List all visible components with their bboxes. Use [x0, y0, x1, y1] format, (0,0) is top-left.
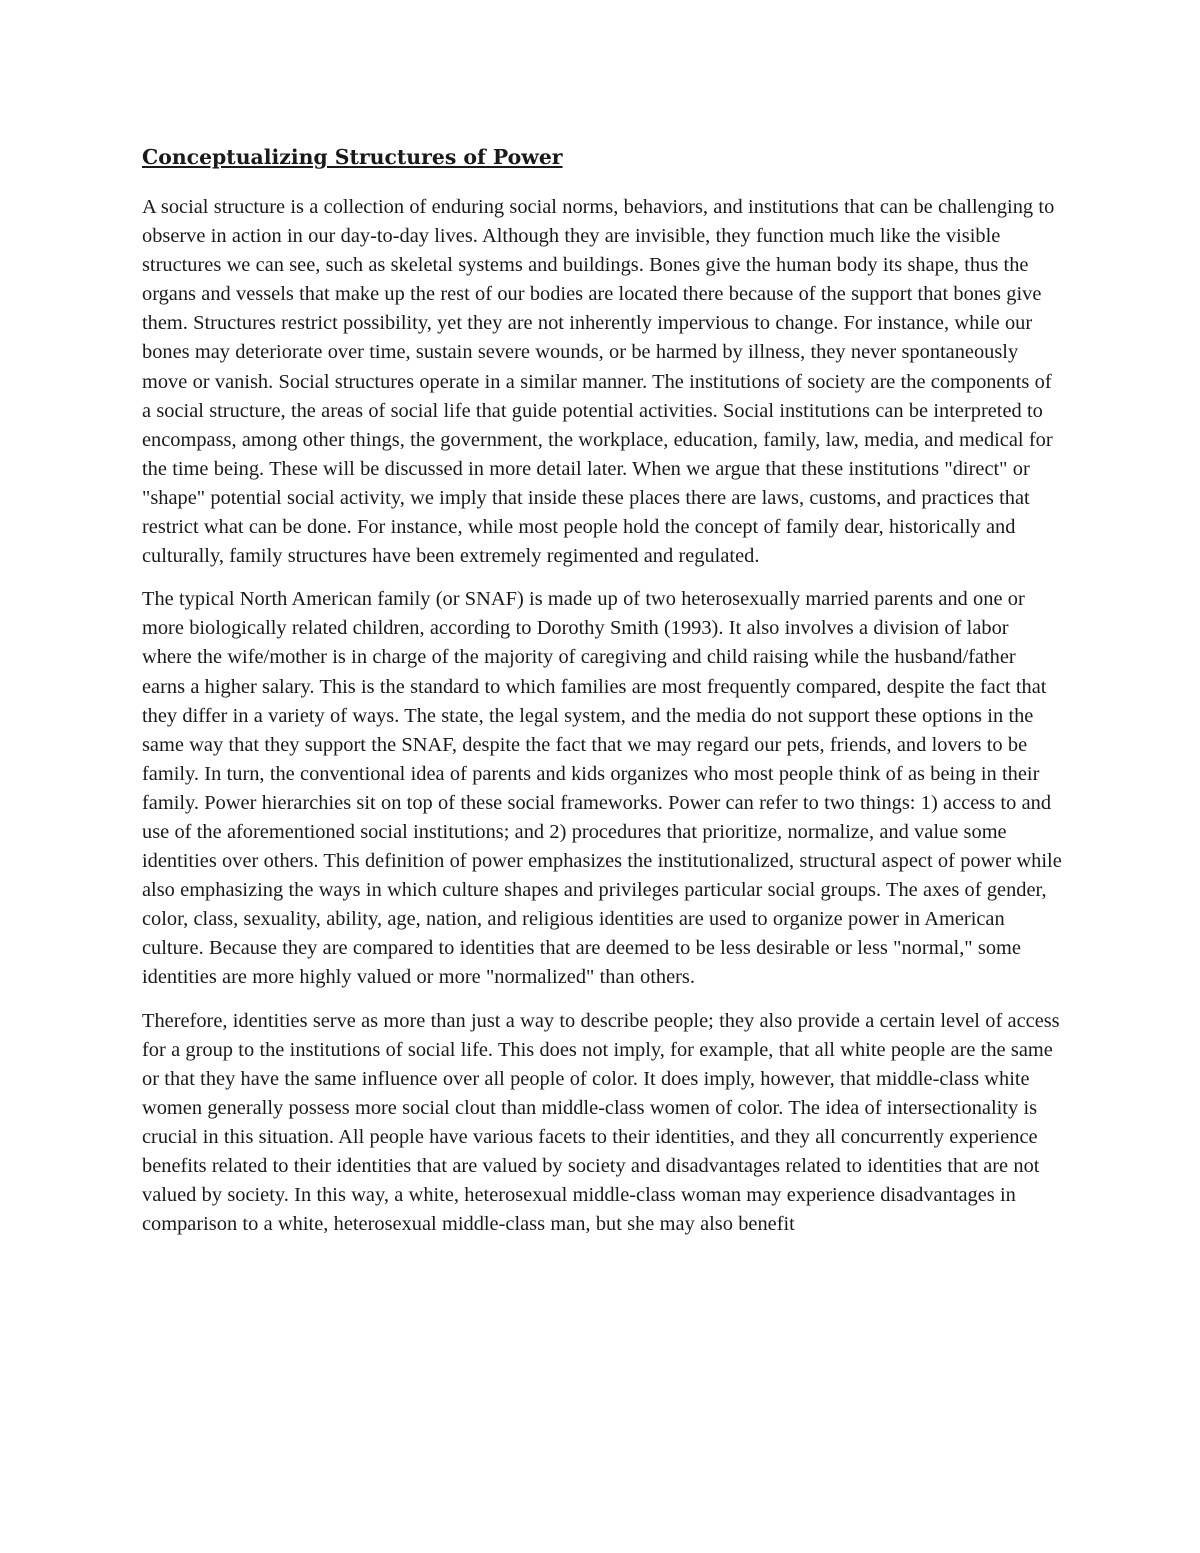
paragraph-identities: Therefore, identities serve as more than just a way to describe people; they also provide a certain level of access for a group to the institutions of social life. This does not imply, for example, that all white people are the same or that they have the same influence over all people of color. It does imply, however, that middle-class white women generally possess more social clout than middle-class women of color. The idea of intersectionality is crucial in this situation. All people have various facets to their identities, and they all concurrently experience benefits related to their identities that are valued by society and disadvantages related to identities that are not valued by society. In this way, a white, heterosexual middle-class woman may experience disadvantages in comparison to a white, heterosexual middle-class man, but she may also benefit — [142, 1009, 1060, 1236]
paragraph-social-structure: A social structure is a collection of enduring social norms, behaviors, and institutions that can be challenging to observe in action in our day-to-day lives. Although they are invisible, they function much like the visible structures we can see, such as skeletal systems and buildings. Bones give the human body its shape, thus the organs and vessels that make up the rest of our bodies are located there because of the support that bones give them. Structures restrict possibility, yet they are not inherently impervious to change. For instance, while our bones may deteriorate over time, sustain severe wounds, or be harmed by illness, they never spontaneously move or vanish. Social structures operate in a similar manner. The institutions of society are the components of a social structure, the areas of social life that guide potential activities. Social institutions can be interpreted to encompass, among other things, the government, the workplace, education, family, law, media, and medical for the time being. These will be discussed in more detail later. When we argue that these institutions "direct" or "shape" potential social activity, we imply that inside these places there are laws, customs, and practices that restrict what can be done. For instance, while most people hold the concept of family dear, historically and culturally, family structures have been extremely regimented and regulated. — [142, 196, 1055, 568]
document-body — [142, 140, 1062, 1253]
document-title: Conceptualizing Structures of Power — [142, 145, 563, 169]
paragraph-snaf: The typical North American family (or SNAF) is made up of two heterosexually married parents and one or more biologically related children, according to Dorothy Smith (1993). It also involves a division of labor where the wife/mother is in charge of the majority of caregiving and child raising while the husband/father earns a higher salary. This is the standard to which families are most frequently compared, despite the fact that they differ in a variety of ways. The state, the legal system, and the media do not support these options in the same way that they support the SNAF, despite the fact that we may regard our pets, friends, and lovers to be family. In turn, the conventional idea of parents and kids organizes who most people think of as being in their family. Power hierarchies sit on top of these social frameworks. Power can refer to two things: 1) access to and use of the aforementioned social institutions; and 2) procedures that prioritize, normalize, and value some identities over others. This definition of power emphasizes the institutionalized, structural aspect of power while also emphasizing the ways in which culture shapes and privileges particular social groups. The axes of gender, color, class, sexuality, ability, age, nation, and religious identities are used to organize power in American culture. Because they are compared to identities that are deemed to be less desirable or less "normal," some identities are more highly valued or more "normalized" than others. — [142, 588, 1062, 989]
